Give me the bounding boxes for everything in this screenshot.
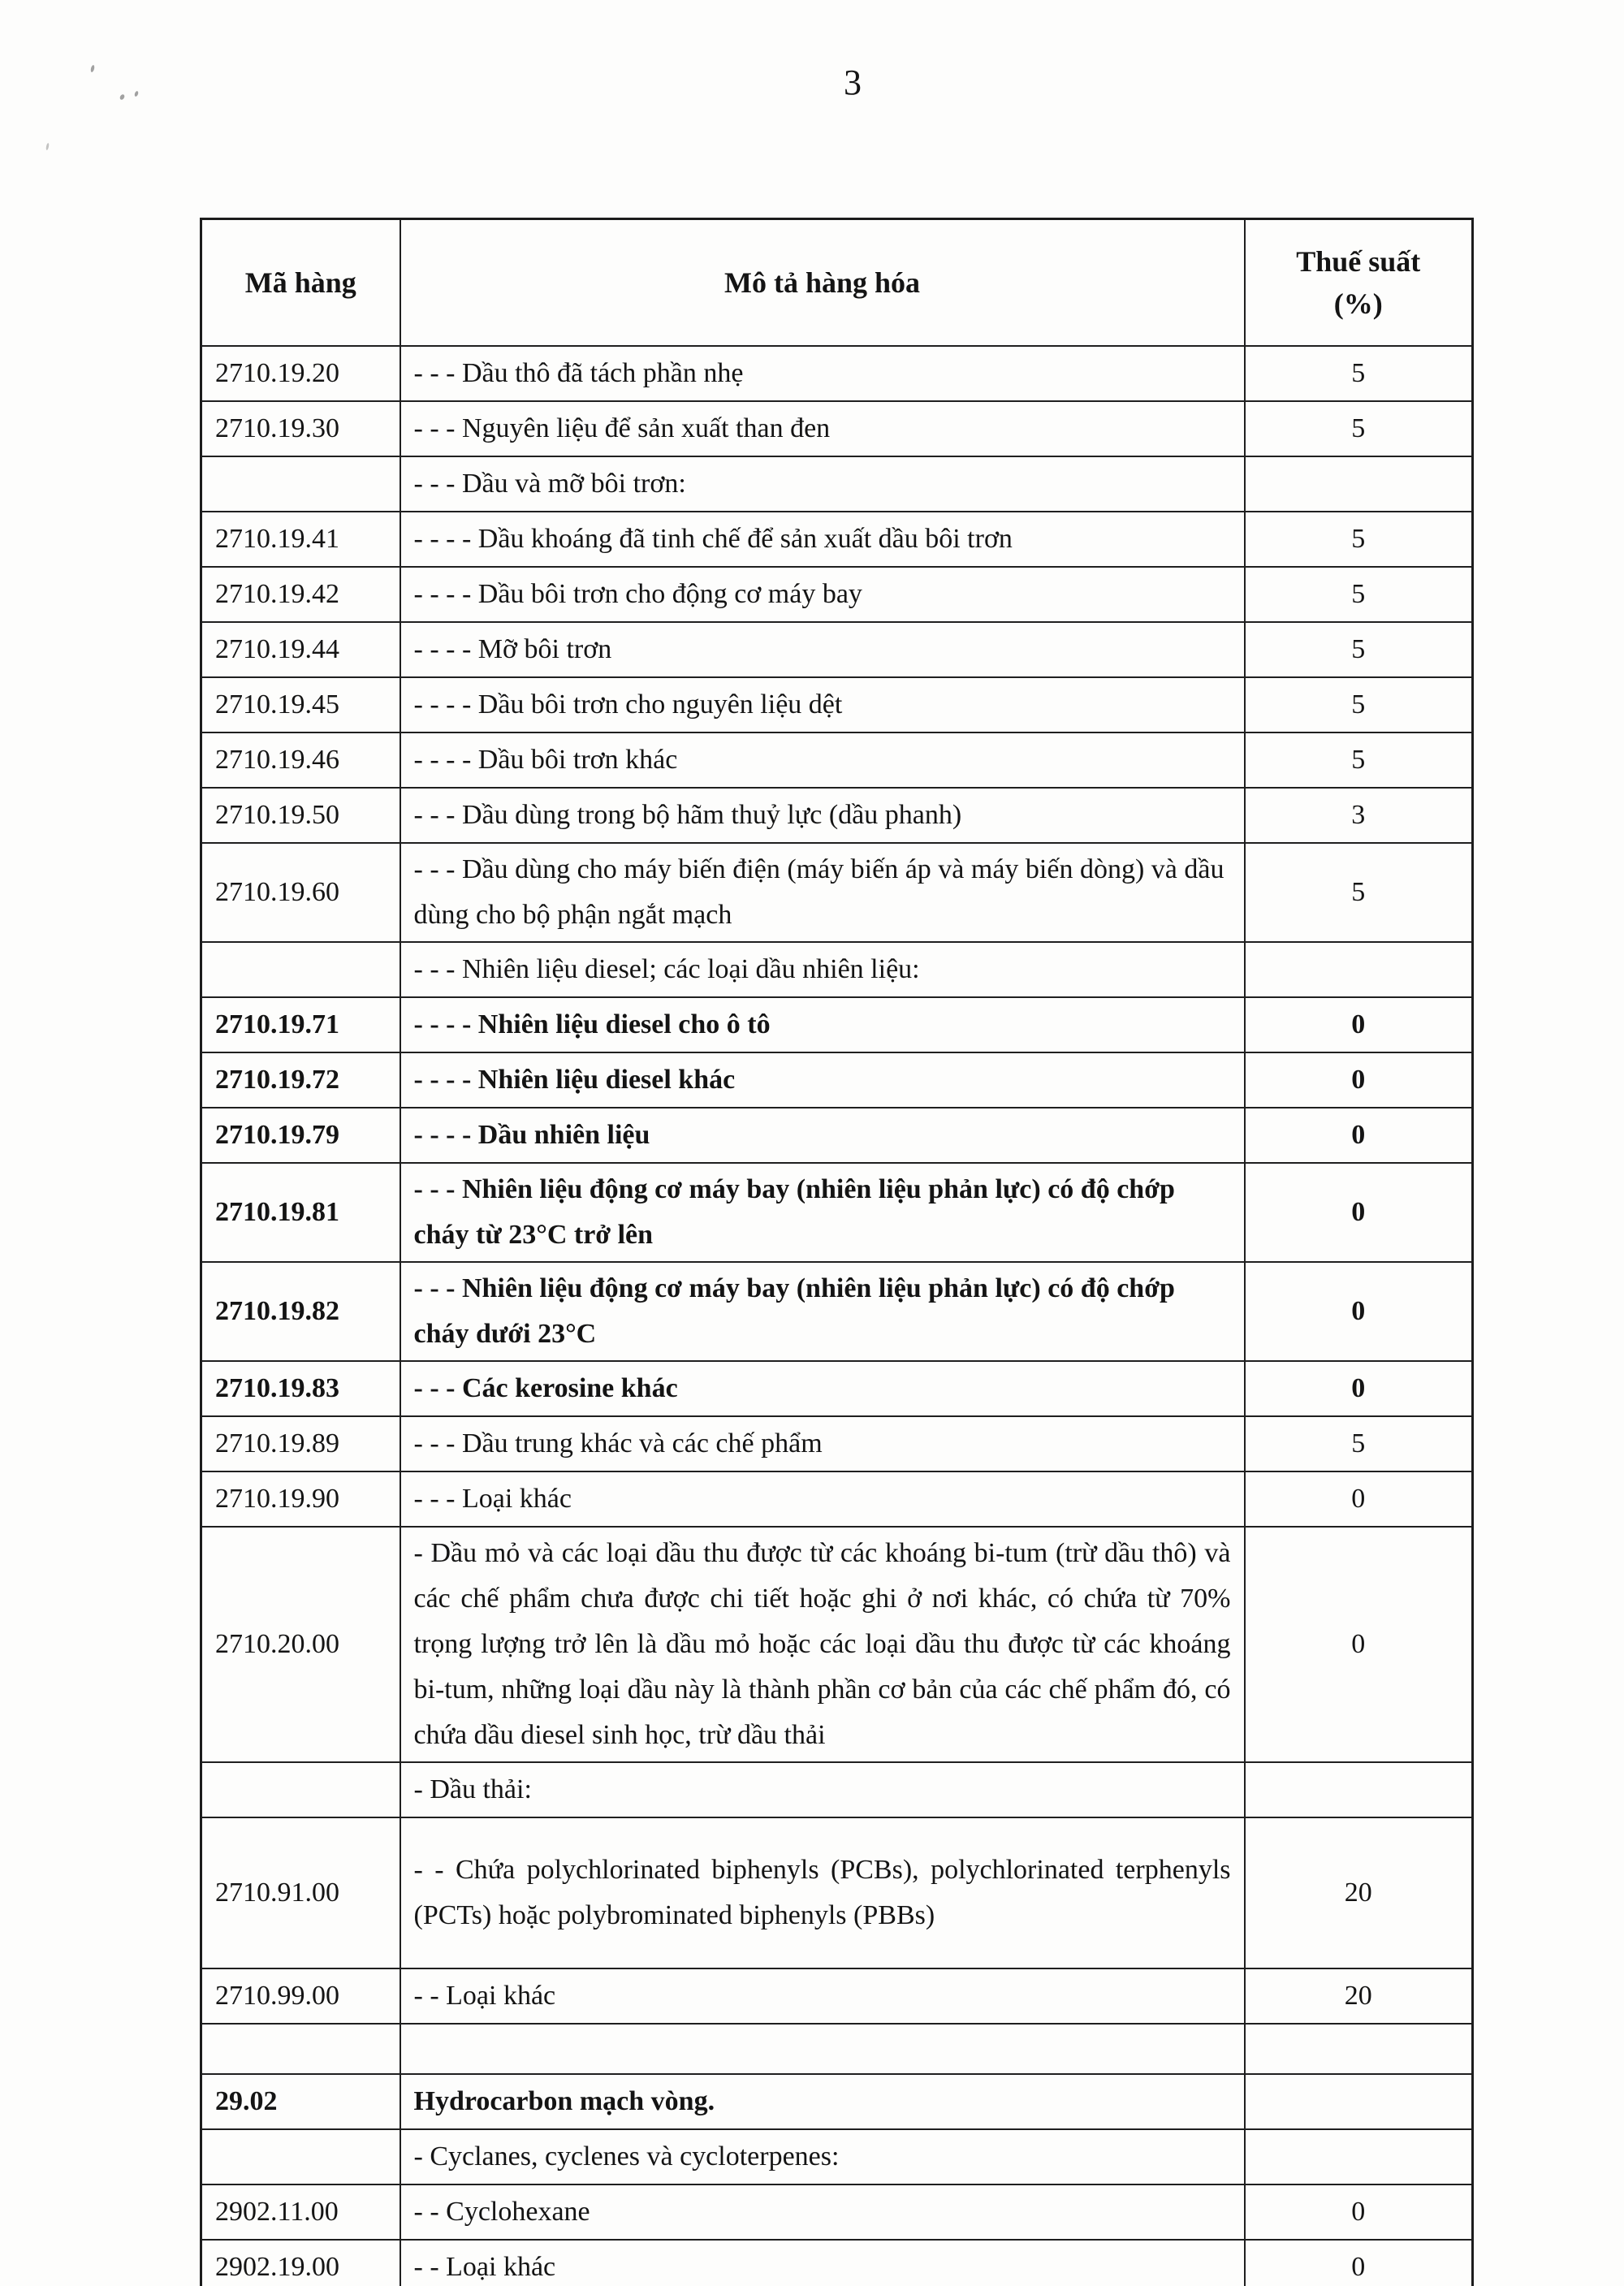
row-description: - - - Dầu và mỡ bôi trơn: (400, 456, 1245, 512)
table-row (201, 2240, 1473, 2286)
header-code: Mã hàng (201, 219, 400, 347)
row-code: 2710.19.82 (201, 1262, 400, 1361)
row-description: - Dầu thải: (400, 1762, 1245, 1817)
row-description: - - - Dầu thô đã tách phần nhẹ (400, 346, 1245, 401)
row-description: - - - Nhiên liệu động cơ máy bay (nhiên liệu phản lực) có độ chớp cháy từ 23°C trở lên (400, 1163, 1245, 1262)
row-description: - - - Dầu dùng cho máy biến điện (máy biến áp và máy biến dòng) và dầu dùng cho bộ phận ngắt mạch (400, 843, 1245, 942)
row-rate: 0 (1245, 1108, 1473, 1163)
row-description: - - - - Nhiên liệu diesel khác (400, 1052, 1245, 1108)
row-description: - - - Các kerosine khác (400, 1361, 1245, 1416)
row-rate: 3 (1245, 788, 1473, 843)
row-code: 2710.19.60 (201, 843, 400, 942)
table-row (201, 732, 1473, 788)
scan-speck (134, 91, 139, 97)
row-code: 2710.19.30 (201, 401, 400, 456)
row-rate: 0 (1245, 1527, 1473, 1762)
row-code: 2902.11.00 (201, 2184, 400, 2240)
header-description: Mô tả hàng hóa (400, 219, 1245, 347)
row-code: 2710.19.41 (201, 512, 400, 567)
row-description: - - - - Mỡ bôi trơn (400, 622, 1245, 677)
row-rate: 5 (1245, 732, 1473, 788)
table-row (201, 456, 1473, 512)
row-rate: 0 (1245, 1262, 1473, 1361)
table-row (201, 2074, 1473, 2129)
row-code: 2710.19.46 (201, 732, 400, 788)
row-rate (1245, 2024, 1473, 2074)
row-rate: 0 (1245, 1361, 1473, 1416)
row-code: 2902.19.00 (201, 2240, 400, 2286)
row-description: Hydrocarbon mạch vòng. (400, 2074, 1245, 2129)
scan-speck (45, 143, 50, 150)
table-row (201, 2129, 1473, 2184)
table-row (201, 1108, 1473, 1163)
row-code: 2710.19.50 (201, 788, 400, 843)
row-code: 2710.19.20 (201, 346, 400, 401)
table-row (201, 512, 1473, 567)
row-description (400, 2024, 1245, 2074)
tariff-table (200, 218, 1474, 2286)
row-description: - - - - Dầu khoáng đã tinh chế để sản xuất dầu bôi trơn (400, 512, 1245, 567)
row-code: 2710.19.90 (201, 1471, 400, 1527)
row-code: 2710.19.71 (201, 997, 400, 1052)
row-rate (1245, 1762, 1473, 1817)
scan-speck (90, 65, 95, 73)
row-description: - - Loại khác (400, 2240, 1245, 2286)
row-code (201, 1762, 400, 1817)
table-row (201, 2184, 1473, 2240)
row-description: - - - - Dầu bôi trơn cho động cơ máy bay (400, 567, 1245, 622)
row-rate: 5 (1245, 401, 1473, 456)
row-code: 2710.99.00 (201, 1968, 400, 2024)
row-rate: 5 (1245, 346, 1473, 401)
row-rate: 5 (1245, 843, 1473, 942)
row-description: - Cyclanes, cyclenes và cycloterpenes: (400, 2129, 1245, 2184)
row-code: 2710.91.00 (201, 1817, 400, 1968)
table-row (201, 1262, 1473, 1361)
table-row (201, 788, 1473, 843)
header-rate (1245, 219, 1473, 347)
row-rate: 0 (1245, 1471, 1473, 1527)
table-row (201, 567, 1473, 622)
table-body (201, 346, 1473, 2286)
table-row (201, 1527, 1473, 1762)
row-description: - - - Nhiên liệu diesel; các loại dầu nhiên liệu: (400, 942, 1245, 997)
row-description: - - - - Dầu bôi trơn cho nguyên liệu dệt (400, 677, 1245, 732)
row-rate: 5 (1245, 1416, 1473, 1471)
row-rate: 0 (1245, 997, 1473, 1052)
row-description: - - Chứa polychlorinated biphenyls (PCBs), polychlorinated terphenyls (PCTs) hoặc polybrominated biphenyls (PBBs) (400, 1817, 1245, 1968)
row-description: - - Cyclohexane (400, 2184, 1245, 2240)
row-code: 29.02 (201, 2074, 400, 2129)
table-row (201, 942, 1473, 997)
row-code: 2710.19.79 (201, 1108, 400, 1163)
table-row (201, 677, 1473, 732)
row-rate (1245, 942, 1473, 997)
table-row (201, 401, 1473, 456)
table-row (201, 1471, 1473, 1527)
row-code (201, 456, 400, 512)
row-code: 2710.19.89 (201, 1416, 400, 1471)
row-rate (1245, 2074, 1473, 2129)
table-row (201, 1762, 1473, 1817)
row-rate: 5 (1245, 512, 1473, 567)
page-number: 3 (844, 63, 862, 102)
table-row (201, 2024, 1473, 2074)
row-code (201, 942, 400, 997)
table-row (201, 843, 1473, 942)
row-rate: 0 (1245, 2184, 1473, 2240)
row-rate: 0 (1245, 2240, 1473, 2286)
row-rate: 0 (1245, 1052, 1473, 1108)
row-code (201, 2129, 400, 2184)
row-description: - - - Dầu dùng trong bộ hãm thuỷ lực (dầu phanh) (400, 788, 1245, 843)
row-rate: 0 (1245, 1163, 1473, 1262)
row-description: - - - Loại khác (400, 1471, 1245, 1527)
row-rate: 20 (1245, 1968, 1473, 2024)
scan-speck (119, 93, 126, 101)
row-code: 2710.20.00 (201, 1527, 400, 1762)
table-row (201, 1416, 1473, 1471)
row-code: 2710.19.83 (201, 1361, 400, 1416)
row-code (201, 2024, 400, 2074)
header-row (201, 219, 1473, 347)
table-row (201, 346, 1473, 401)
table-row (201, 622, 1473, 677)
row-rate (1245, 2129, 1473, 2184)
row-rate: 5 (1245, 677, 1473, 732)
row-description: - - - - Dầu bôi trơn khác (400, 732, 1245, 788)
table-row (201, 1968, 1473, 2024)
row-description: - Dầu mỏ và các loại dầu thu được từ các khoáng bi-tum (trừ dầu thô) và các chế phẩm chưa được chi tiết hoặc ghi ở nơi khác, có chứa từ 70% trọng lượng trở lên là dầu mỏ hoặc các loại dầu thu được từ các khoáng bi-tum, những loại dầu này là thành phần cơ bản của các chế phẩm đó, có chứa dầu diesel sinh học, trừ dầu thải (400, 1527, 1245, 1762)
row-code: 2710.19.45 (201, 677, 400, 732)
row-code: 2710.19.42 (201, 567, 400, 622)
table-row (201, 1052, 1473, 1108)
row-description: - - Loại khác (400, 1968, 1245, 2024)
table-header (201, 219, 1473, 347)
row-code: 2710.19.44 (201, 622, 400, 677)
row-code: 2710.19.81 (201, 1163, 400, 1262)
row-rate: 20 (1245, 1817, 1473, 1968)
table-row (201, 1817, 1473, 1968)
header-rate-unit: (%) (1333, 287, 1383, 320)
row-rate: 5 (1245, 567, 1473, 622)
row-description: - - - - Dầu nhiên liệu (400, 1108, 1245, 1163)
table-row (201, 1361, 1473, 1416)
row-code: 2710.19.72 (201, 1052, 400, 1108)
header-rate-label: Thuế suất (1296, 244, 1421, 278)
row-rate (1245, 456, 1473, 512)
row-description: - - - Nguyên liệu để sản xuất than đen (400, 401, 1245, 456)
row-description: - - - Nhiên liệu động cơ máy bay (nhiên liệu phản lực) có độ chớp cháy dưới 23°C (400, 1262, 1245, 1361)
table-row (201, 997, 1473, 1052)
row-rate: 5 (1245, 622, 1473, 677)
row-description: - - - - Nhiên liệu diesel cho ô tô (400, 997, 1245, 1052)
table-row (201, 1163, 1473, 1262)
row-description: - - - Dầu trung khác và các chế phẩm (400, 1416, 1245, 1471)
